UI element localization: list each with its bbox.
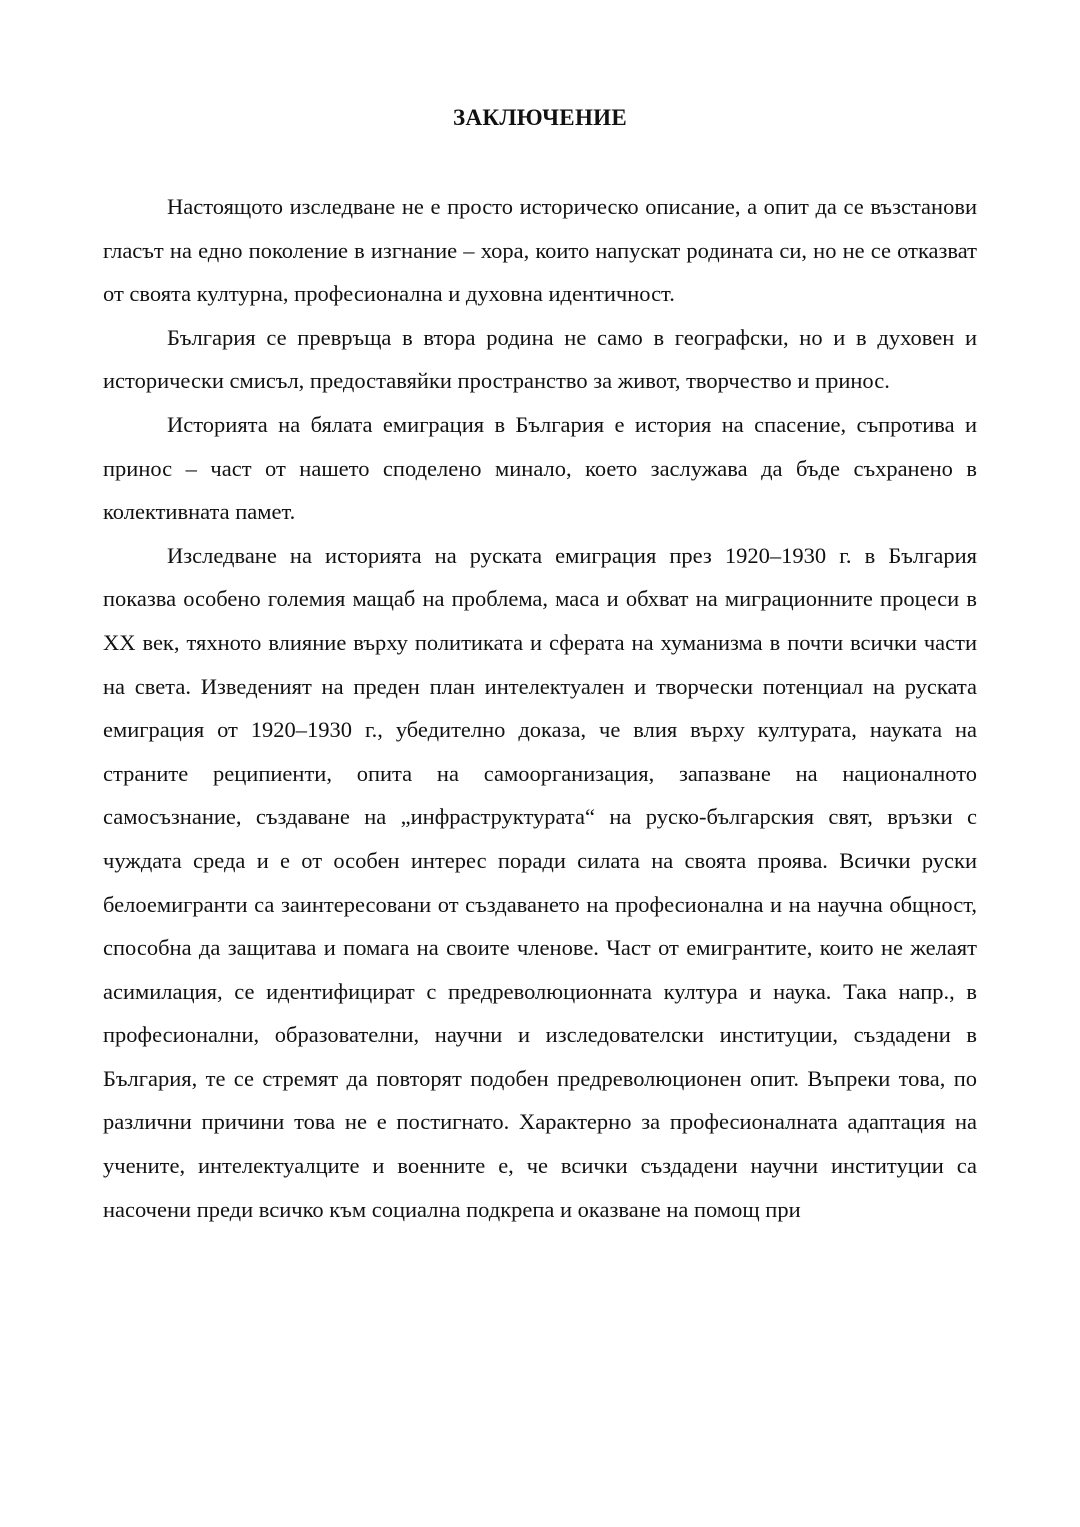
paragraph: Изследване на историята на руската емиграция през 1920–1930 г. в България показва особено големия мащаб на проблема, маса и обхват на миграционните процеси в XX век, тяхното влияние върху политиката и сферата на хуманизма в почти всички части на света. Изведеният на преден план интелектуален и творчески потенциал на руската емиграция от 1920–1930 г., убедително доказа, че влия върху културата, науката на страните реципиенти, опита на самоорганизация, запазване на националното самосъзнание, създаване на „инфраструктурата“ на руско-българския свят, връзки с чуждата среда и е от особен интерес поради силата на своята проява. Всички руски белоемигранти са заинтересовани от създаването на професионална и на научна общност, способна да защитава и помага на своите членове. Част от емигрантите, които не желаят асимилация, се идентифицират с предреволюционната култура и наука. Така напр., в професионални, образователни, научни и изследователски институции, създадени в България, те се стремят да повторят подобен предреволюционен опит. Въпреки това, по различни причини това не е постигнато. Характерно за професионалната адаптация на учените, интелектуалците и военните е, че всички създадени научни институции са насочени преди всичко към социална подкрепа и оказване на помощ при [103, 542, 977, 1222]
document-title: ЗАКЛЮЧЕНИЕ [453, 105, 627, 130]
paragraph: Историята на бялата емиграция в България е история на спасение, съпротива и принос – част от нашето споделено минало, което заслужава да бъде съхранено в колективната памет. [103, 411, 977, 525]
document-body [103, 185, 977, 1231]
paragraph: България се превръща в втора родина не само в географски, но и в духовен и исторически смисъл, предоставяйки пространство за живот, творчество и принос. [103, 324, 977, 394]
paragraph: Настоящото изследване не е просто историческо описание, а опит да се възстанови гласът на едно поколение в изгнание – хора, които напускат родината си, но не се отказват от своята културна, професионална и духовна идентичност. [103, 194, 977, 307]
